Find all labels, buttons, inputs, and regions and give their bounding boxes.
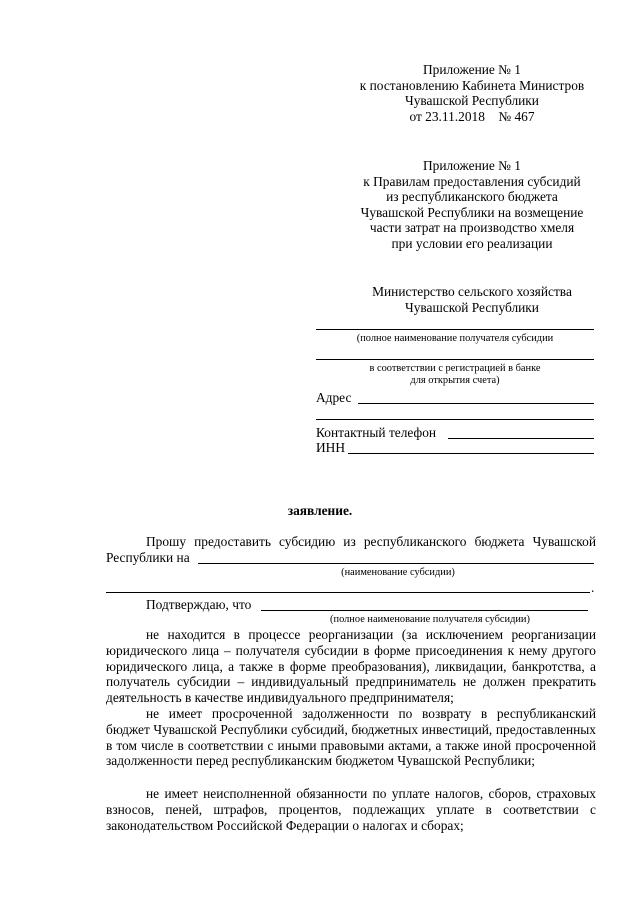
header2-line2: к Правилам предоставления субсидий [363,173,581,189]
confirm-prefix: Подтверждаю, что [146,597,252,612]
header2-line3: из республиканского бюджета [386,189,558,205]
phone-label: Контактный телефон [316,425,437,440]
appendix-header-rules [312,158,632,252]
document-title: заявление. [287,503,353,518]
condition-no-tax-debt: не имеет неисполненной обязанности по уплате налогов, сборов, страховых взносов, пеней, штрафов, процентов, подлежащих уплате в соответствии с законодательством Российской Федерации о налогах и сборах; [106,786,596,833]
confirm-recipient-hint: (полное наименование получателя субсидии) [330,614,530,625]
address-field-line2[interactable] [316,419,594,420]
condition-no-budget-debt: не имеет просроченной задолженности по возврату в республиканский бюджет Чувашской Республики субсидий, бюджетных инвестиций, предоставленных в том числе в соответствии с иными правовыми актами, а также иной просроченной задолженности перед республиканским бюджетом Чувашской Республики; [106,706,596,769]
request-line1: Прошу предоставить субсидию из республиканского бюджета Чувашской [146,534,596,549]
address-label: Адрес [316,390,352,405]
phone-field[interactable] [448,438,594,439]
subsidy-name-hint: (наименование субсидии) [341,567,455,578]
subsidy-name-field-line2[interactable] [106,592,590,593]
bank-hint-line2: для открытия счета) [410,375,500,386]
header2-line5: части затрат на производство хмеля [369,220,575,236]
header2-line4: Чувашской Республики на возмещение [360,204,584,220]
addressee-line1: Министерство сельского хозяйства [372,284,572,299]
subsidy-name-field[interactable] [198,563,594,564]
inn-field[interactable] [348,453,594,454]
inn-label: ИНН [316,440,346,455]
header2-line6: при условии его реализации [391,235,553,251]
recipient-bank-field[interactable] [316,359,594,360]
appendix-header-decree [312,62,632,124]
subsidy-period: . [591,580,595,595]
address-field[interactable] [358,403,594,404]
addressee-line2: Чувашской Республики [405,299,539,315]
recipient-name-hint: (полное наименование получателя субсидии [356,333,554,344]
header1-line1: Приложение № 1 [422,62,522,77]
request-line2-prefix: Республики на [106,550,190,565]
header2-line1: Приложение № 1 [422,158,522,173]
recipient-name-field[interactable] [316,329,594,330]
bank-hint-line1: в соответствии с регистрацией в банке [369,363,541,374]
addressee [312,284,632,315]
header1-line3: Чувашской Республики [405,93,539,109]
condition-reorganization: не находится в процессе реорганизации (за исключением реорганизации юридического лица – получателя субсидии в форме присоединения к нему другого юридического лица, а также в форме преобразования), ликвидации, банкротства, а получатель субсидии – индивидуальный предприниматель не должен прекратить деятельность в качестве индивидуального предпринимателя; [106,627,596,706]
header1-line2: к постановлению Кабинета Министров [359,77,585,93]
confirm-recipient-field[interactable] [261,610,588,611]
header1-line4: от 23.11.2018 № 467 [409,108,535,124]
